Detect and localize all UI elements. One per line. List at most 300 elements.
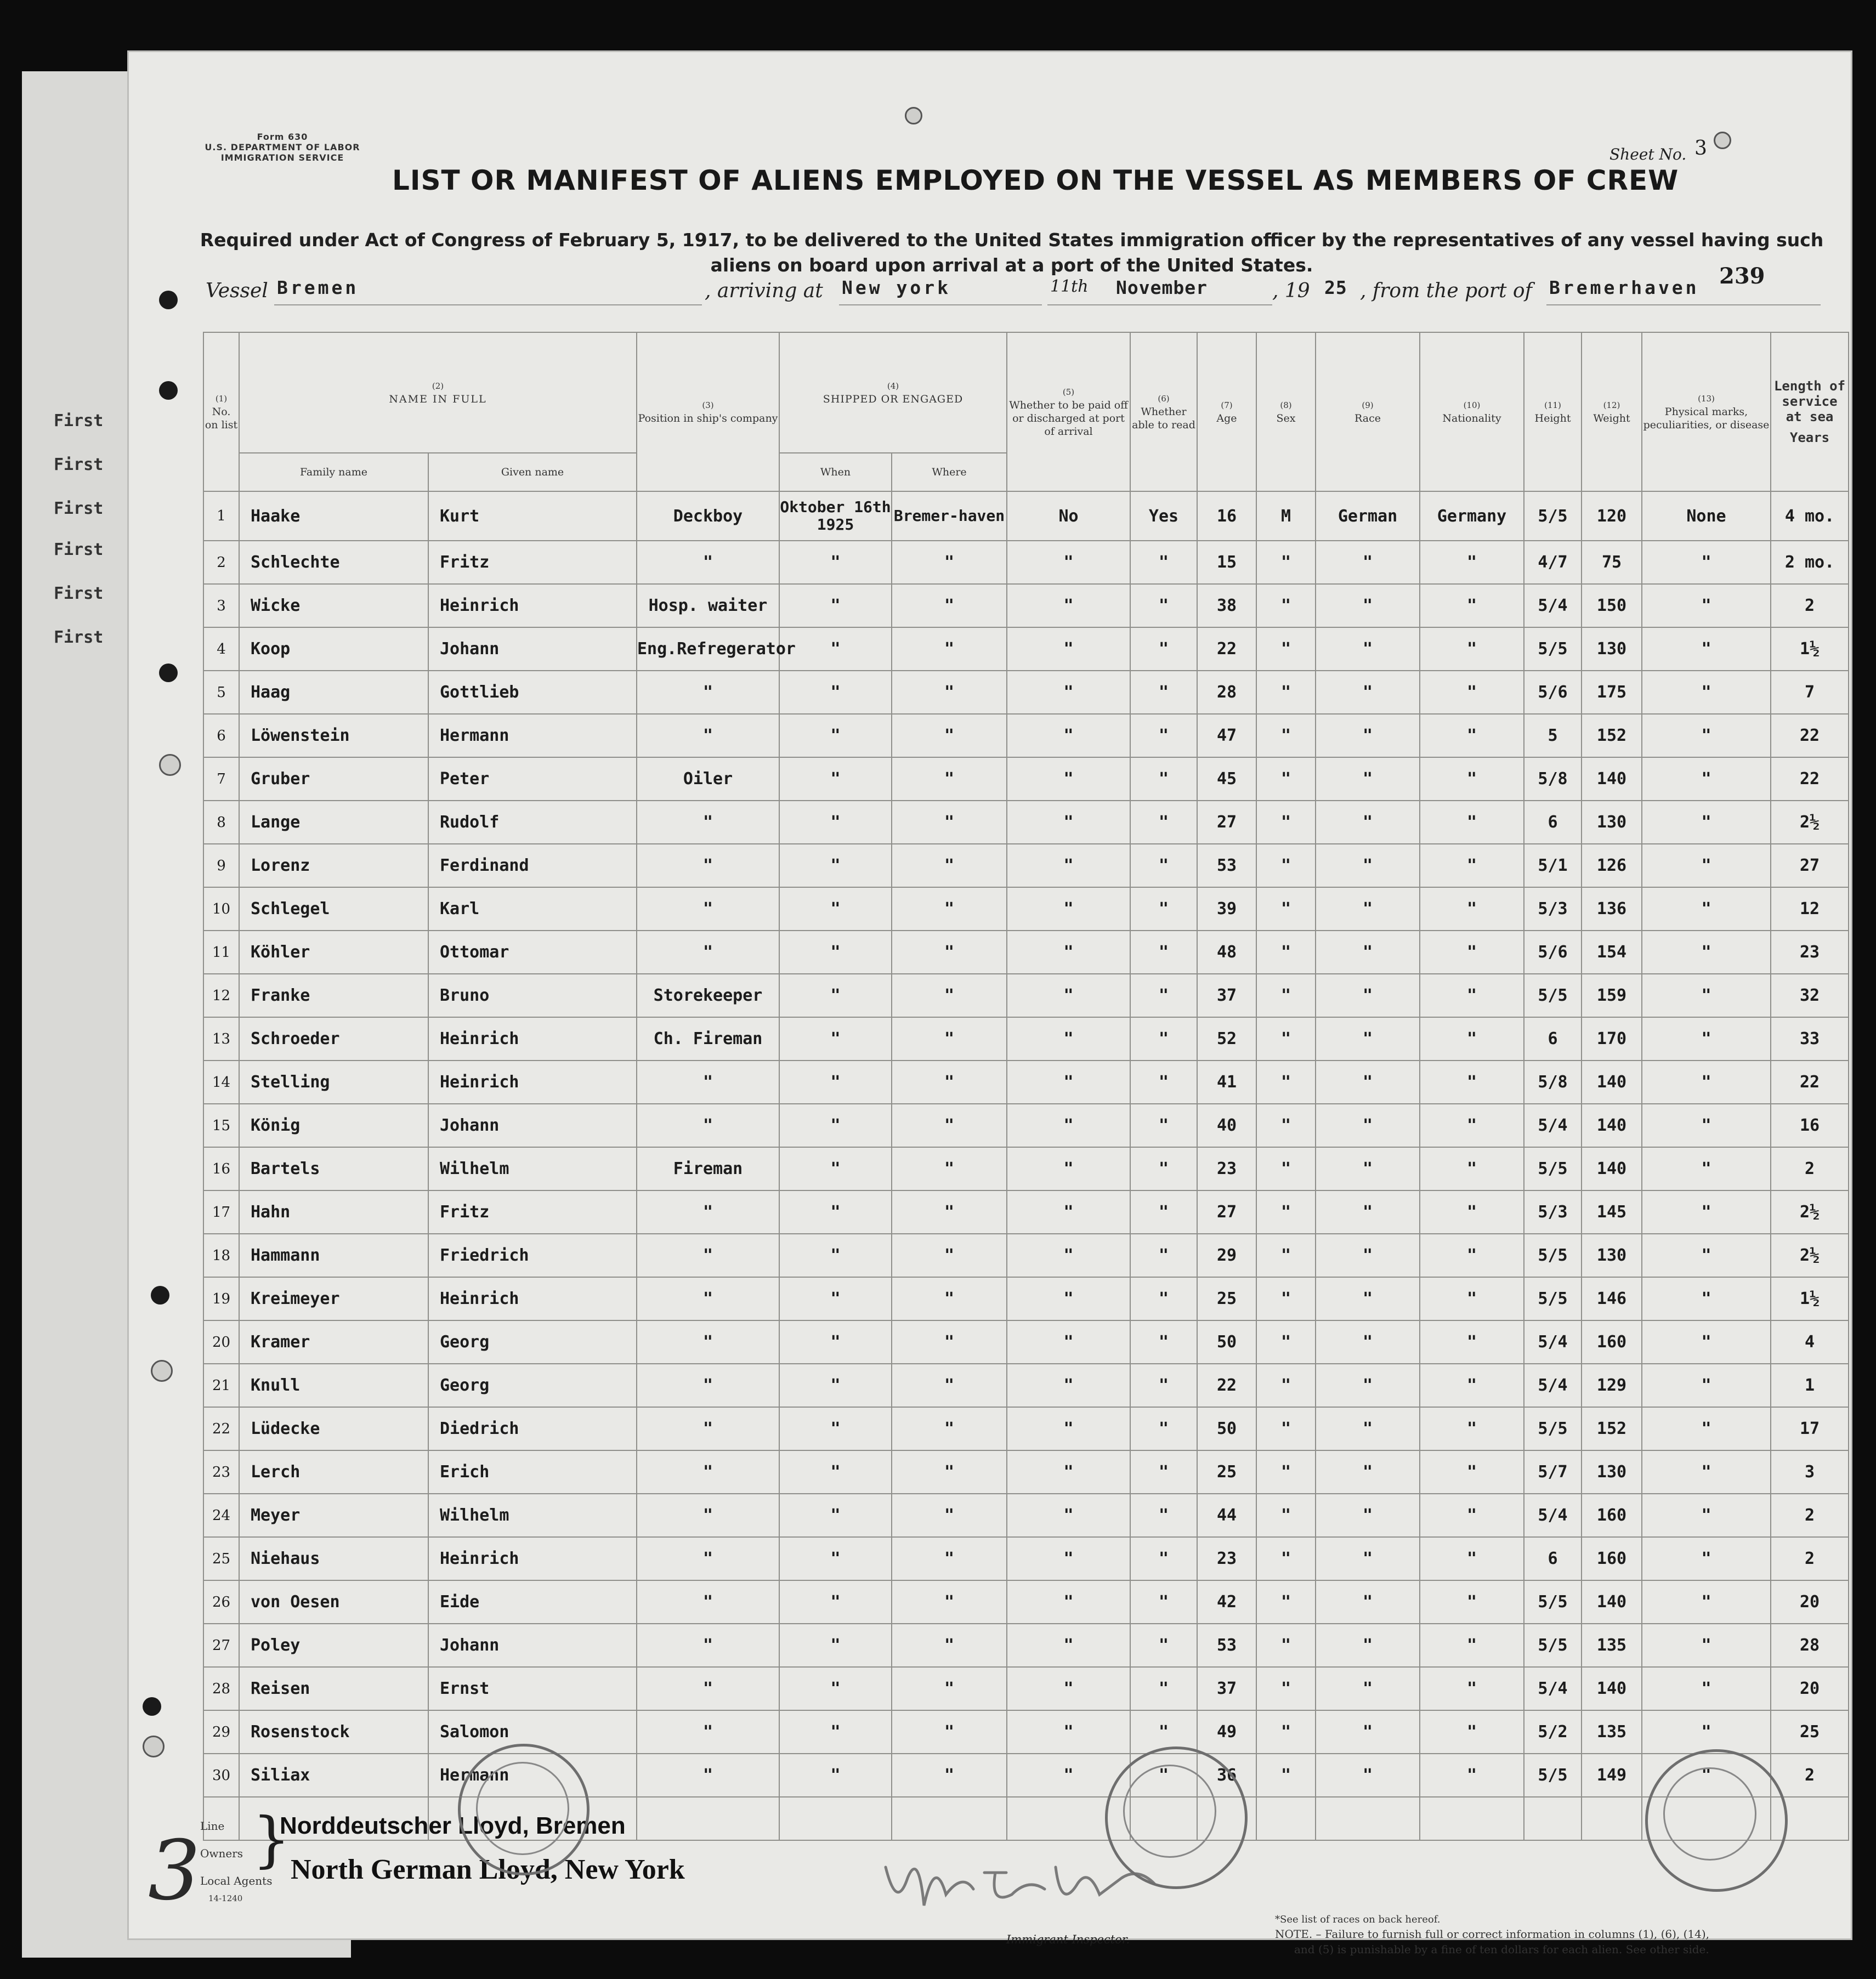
cell-sex: " [1256, 1537, 1316, 1580]
vessel-name: Bremen [277, 277, 359, 298]
col-header-name: (2) NAME IN FULL [239, 332, 637, 453]
cell-marks: " [1642, 974, 1771, 1017]
cell-no: 6 [203, 714, 239, 757]
cell-family: Bartels [239, 1147, 428, 1190]
cell-where: " [892, 1364, 1007, 1407]
cell-where: " [892, 627, 1007, 671]
cell-service: 32 [1771, 974, 1849, 1017]
cell-given: Erich [428, 1450, 637, 1494]
cell-marks: " [1642, 584, 1771, 627]
table-row [203, 1537, 1849, 1580]
cell-when: " [779, 1580, 892, 1624]
cell-when: " [779, 1277, 892, 1320]
punch-hole [143, 1697, 161, 1716]
cell-no: 28 [203, 1667, 239, 1710]
cell-weight: 135 [1582, 1710, 1642, 1754]
cell-family: Schlegel [239, 887, 428, 931]
cell-family: Lerch [239, 1450, 428, 1494]
cell-age: 37 [1197, 1667, 1256, 1710]
line-owner-name: Norddeutscher Lloyd, Bremen [280, 1812, 626, 1839]
arrival-port: New york [842, 277, 951, 298]
page-title: LIST OR MANIFEST OF ALIENS EMPLOYED ON THE VESSEL AS MEMBERS OF CREW [392, 165, 1679, 196]
table-row [203, 491, 1849, 541]
inspector-label: Immigrant Inspector. [1006, 1933, 1130, 1946]
cell-no: 10 [203, 887, 239, 931]
cell-where: " [892, 1450, 1007, 1494]
cell-age: 16 [1197, 491, 1256, 541]
cell-family: Koop [239, 627, 428, 671]
cell-height: 5/1 [1524, 844, 1582, 887]
cell-race: " [1316, 1104, 1420, 1147]
cell-height: 4/7 [1524, 541, 1582, 584]
cell-family: Gruber [239, 757, 428, 801]
cell-empty [1256, 1797, 1316, 1840]
cell-read: " [1130, 1277, 1197, 1320]
cell-position: " [637, 714, 779, 757]
cell-marks: " [1642, 627, 1771, 671]
cell-sex: " [1256, 671, 1316, 714]
cell-where: " [892, 931, 1007, 974]
cell-given: Rudolf [428, 801, 637, 844]
cell-read: " [1130, 1234, 1197, 1277]
cell-when: " [779, 1147, 892, 1190]
cell-age: 25 [1197, 1450, 1256, 1494]
cell-family: Poley [239, 1624, 428, 1667]
cell-given: Peter [428, 757, 637, 801]
table-row [203, 757, 1849, 801]
cell-read: " [1130, 1061, 1197, 1104]
cell-weight: 136 [1582, 887, 1642, 931]
cell-where: " [892, 1537, 1007, 1580]
cell-marks: " [1642, 1364, 1771, 1407]
cell-paid: " [1007, 714, 1130, 757]
cell-marks: None [1642, 491, 1771, 541]
cell-empty [892, 1797, 1007, 1840]
cell-when: " [779, 801, 892, 844]
cell-nationality: " [1420, 1234, 1524, 1277]
cell-service: 22 [1771, 714, 1849, 757]
cell-read: " [1130, 714, 1197, 757]
cell-position: " [637, 1407, 779, 1450]
cell-race: " [1316, 1450, 1420, 1494]
table-row [203, 1667, 1849, 1710]
cell-given: Heinrich [428, 1017, 637, 1061]
cell-marks: " [1642, 541, 1771, 584]
cell-marks: " [1642, 1017, 1771, 1061]
cell-weight: 120 [1582, 491, 1642, 541]
form-header [200, 132, 365, 163]
cell-height: 5/5 [1524, 627, 1582, 671]
cell-age: 44 [1197, 1494, 1256, 1537]
col-header-shipped: (4) SHIPPED OR ENGAGED [779, 332, 1007, 453]
cell-nationality: " [1420, 627, 1524, 671]
table-row [203, 1710, 1849, 1754]
cell-nationality: " [1420, 714, 1524, 757]
col-header-given-name: Given name [428, 453, 637, 491]
cell-read: " [1130, 974, 1197, 1017]
cell-no: 18 [203, 1234, 239, 1277]
cell-nationality: " [1420, 1061, 1524, 1104]
cell-height: 6 [1524, 1537, 1582, 1580]
cell-nationality: " [1420, 1104, 1524, 1147]
table-row [203, 1190, 1849, 1234]
local-agents-label: Local Agents [200, 1874, 273, 1887]
col-header-weight: (12) Weight [1582, 332, 1642, 491]
cell-family: Kramer [239, 1320, 428, 1364]
cell-where: " [892, 541, 1007, 584]
underlying-row-label: First [54, 540, 104, 559]
cell-height: 5/8 [1524, 757, 1582, 801]
cell-position: " [637, 671, 779, 714]
cell-when: " [779, 931, 892, 974]
cell-age: 38 [1197, 584, 1256, 627]
cell-height: 5/6 [1524, 931, 1582, 974]
cell-no: 17 [203, 1190, 239, 1234]
cell-read: " [1130, 627, 1197, 671]
cell-race: " [1316, 1624, 1420, 1667]
punch-hole [1714, 132, 1731, 149]
cell-nationality: " [1420, 1190, 1524, 1234]
cell-height: 5/5 [1524, 1147, 1582, 1190]
cell-paid: " [1007, 1234, 1130, 1277]
cell-race: " [1316, 1710, 1420, 1754]
cell-height: 5/5 [1524, 1624, 1582, 1667]
cell-paid: " [1007, 844, 1130, 887]
cell-race: " [1316, 1494, 1420, 1537]
cell-height: 5/5 [1524, 1754, 1582, 1797]
cell-height: 5/5 [1524, 491, 1582, 541]
col-header-service: Length of service at sea Years [1771, 332, 1849, 491]
cell-sex: " [1256, 887, 1316, 931]
page-subtitle [195, 228, 1829, 278]
cell-age: 45 [1197, 757, 1256, 801]
cell-height: 5/7 [1524, 1450, 1582, 1494]
cell-weight: 152 [1582, 1407, 1642, 1450]
cell-age: 50 [1197, 1320, 1256, 1364]
table-row [203, 1624, 1849, 1667]
cell-read: " [1130, 757, 1197, 801]
col-header-race: (9) Race [1316, 332, 1420, 491]
cell-age: 53 [1197, 1624, 1256, 1667]
cell-nationality: " [1420, 1277, 1524, 1320]
cell-family: Köhler [239, 931, 428, 974]
cell-when: " [779, 757, 892, 801]
cell-family: von Oesen [239, 1580, 428, 1624]
cell-when: " [779, 1450, 892, 1494]
cell-position: Storekeeper [637, 974, 779, 1017]
cell-family: Meyer [239, 1494, 428, 1537]
cell-when: " [779, 541, 892, 584]
cell-race: " [1316, 1580, 1420, 1624]
cell-service: 2 [1771, 1494, 1849, 1537]
cell-service: 25 [1771, 1710, 1849, 1754]
table-row [203, 887, 1849, 931]
cell-height: 5/4 [1524, 1104, 1582, 1147]
cell-sex: " [1256, 844, 1316, 887]
cell-nationality: " [1420, 1450, 1524, 1494]
cell-age: 41 [1197, 1061, 1256, 1104]
cell-height: 5/5 [1524, 1234, 1582, 1277]
cell-race: " [1316, 541, 1420, 584]
cell-no: 12 [203, 974, 239, 1017]
cell-race: " [1316, 584, 1420, 627]
races-note: *See list of races on back hereof. [1275, 1914, 1441, 1925]
cell-read: " [1130, 1017, 1197, 1061]
cell-sex: " [1256, 1104, 1316, 1147]
sheet-number: 3 [1694, 137, 1707, 160]
cell-sex: " [1256, 1147, 1316, 1190]
cell-given: Wilhelm [428, 1147, 637, 1190]
table-row [203, 931, 1849, 974]
cell-read: " [1130, 844, 1197, 887]
cell-read: " [1130, 887, 1197, 931]
consulate-seal [458, 1744, 590, 1875]
cell-paid: " [1007, 671, 1130, 714]
cell-service: 4 [1771, 1320, 1849, 1364]
cell-given: Fritz [428, 1190, 637, 1234]
cell-weight: 140 [1582, 1061, 1642, 1104]
cell-when: " [779, 1407, 892, 1450]
local-agent-name: North German Lloyd, New York [291, 1854, 685, 1885]
cell-race: " [1316, 1277, 1420, 1320]
cell-age: 22 [1197, 627, 1256, 671]
cell-read: " [1130, 1624, 1197, 1667]
cell-where: " [892, 1277, 1007, 1320]
cell-position: " [637, 1754, 779, 1797]
cell-no: 25 [203, 1537, 239, 1580]
cell-no: 15 [203, 1104, 239, 1147]
cell-family: Siliax [239, 1754, 428, 1797]
cell-age: 50 [1197, 1407, 1256, 1450]
table-row [203, 1234, 1849, 1277]
page-number: 239 [1719, 263, 1765, 289]
cell-weight: 152 [1582, 714, 1642, 757]
cell-position: " [637, 844, 779, 887]
table-row [203, 541, 1849, 584]
cell-weight: 175 [1582, 671, 1642, 714]
cell-marks: " [1642, 1494, 1771, 1537]
cell-family: Hahn [239, 1190, 428, 1234]
underlying-row-label: First [54, 628, 104, 647]
cell-no: 7 [203, 757, 239, 801]
cell-height: 5/5 [1524, 1407, 1582, 1450]
cell-empty [1316, 1797, 1420, 1840]
penalty-note-2: and (5) is punishable by a fine of ten dollars for each alien. See other side. [1294, 1943, 1709, 1956]
cell-marks: " [1642, 1147, 1771, 1190]
cell-when: " [779, 1320, 892, 1364]
cell-empty [1524, 1797, 1582, 1840]
cell-age: 40 [1197, 1104, 1256, 1147]
cell-where: " [892, 1580, 1007, 1624]
cell-paid: " [1007, 1407, 1130, 1450]
cell-paid: " [1007, 1104, 1130, 1147]
cell-when: " [779, 671, 892, 714]
cell-position: " [637, 1667, 779, 1710]
cell-age: 37 [1197, 974, 1256, 1017]
col-header-nationality: (10) Nationality [1420, 332, 1524, 491]
cell-family: Niehaus [239, 1537, 428, 1580]
cell-paid: " [1007, 1667, 1130, 1710]
cell-family: Haake [239, 491, 428, 541]
cell-paid: " [1007, 887, 1130, 931]
cell-paid: " [1007, 1147, 1130, 1190]
table-row [203, 1494, 1849, 1537]
cell-nationality: " [1420, 1667, 1524, 1710]
cell-when: " [779, 1624, 892, 1667]
cell-paid: " [1007, 801, 1130, 844]
cell-given: Friedrich [428, 1234, 637, 1277]
cell-weight: 154 [1582, 931, 1642, 974]
cell-service: 16 [1771, 1104, 1849, 1147]
cell-height: 5/3 [1524, 887, 1582, 931]
cell-read: " [1130, 541, 1197, 584]
cell-nationality: " [1420, 1494, 1524, 1537]
cell-race: " [1316, 1017, 1420, 1061]
cell-family: Lüdecke [239, 1407, 428, 1450]
cell-weight: 129 [1582, 1364, 1642, 1407]
cell-where: Bremer-haven [892, 491, 1007, 541]
cell-height: 6 [1524, 801, 1582, 844]
cell-sex: " [1256, 1017, 1316, 1061]
punch-hole [151, 1360, 173, 1382]
cell-marks: " [1642, 1754, 1771, 1797]
cell-age: 53 [1197, 844, 1256, 887]
cell-nationality: " [1420, 671, 1524, 714]
table-row [203, 1754, 1849, 1797]
cell-race: " [1316, 801, 1420, 844]
cell-given: Heinrich [428, 1061, 637, 1104]
form-code: 14-1240 [208, 1893, 243, 1903]
cell-weight: 135 [1582, 1624, 1642, 1667]
cell-weight: 130 [1582, 1450, 1642, 1494]
cell-paid: " [1007, 1624, 1130, 1667]
department-name: U.S. DEPARTMENT OF LABOR [205, 142, 360, 152]
cell-marks: " [1642, 1537, 1771, 1580]
cell-sex: " [1256, 931, 1316, 974]
cell-race: German [1316, 491, 1420, 541]
cell-read: " [1130, 1450, 1197, 1494]
cell-position: " [637, 1624, 779, 1667]
cell-height: 5/5 [1524, 1277, 1582, 1320]
cell-nationality: " [1420, 801, 1524, 844]
cell-family: Knull [239, 1364, 428, 1407]
cell-position: " [637, 1061, 779, 1104]
cell-nationality: Germany [1420, 491, 1524, 541]
cell-position: " [637, 1277, 779, 1320]
cell-service: 2 mo. [1771, 541, 1849, 584]
cell-height: 5/4 [1524, 1494, 1582, 1537]
cell-weight: 159 [1582, 974, 1642, 1017]
cell-height: 5 [1524, 714, 1582, 757]
cell-weight: 146 [1582, 1277, 1642, 1320]
cell-paid: " [1007, 1580, 1130, 1624]
table-row [203, 627, 1849, 671]
cell-paid: " [1007, 974, 1130, 1017]
cell-sex: " [1256, 1277, 1316, 1320]
cell-no: 21 [203, 1364, 239, 1407]
col-header-paid-off: (5) Whether to be paid off or discharged at port of arrival [1007, 332, 1130, 491]
cell-service: 20 [1771, 1667, 1849, 1710]
cell-given: Ernst [428, 1667, 637, 1710]
cell-service: 28 [1771, 1624, 1849, 1667]
cell-race: " [1316, 671, 1420, 714]
cell-no: 19 [203, 1277, 239, 1320]
cell-age: 47 [1197, 714, 1256, 757]
cell-race: " [1316, 1667, 1420, 1710]
cell-read: " [1130, 1190, 1197, 1234]
cell-where: " [892, 974, 1007, 1017]
cell-where: " [892, 1494, 1007, 1537]
arriving-label: , arriving at [705, 280, 823, 302]
col-header-marks: (13) Physical marks, peculiarities, or disease [1642, 332, 1771, 491]
cell-weight: 140 [1582, 1667, 1642, 1710]
cell-where: " [892, 844, 1007, 887]
cell-read: " [1130, 1407, 1197, 1450]
cell-where: " [892, 1624, 1007, 1667]
service-name: IMMIGRATION SERVICE [220, 152, 344, 163]
cell-weight: 140 [1582, 1104, 1642, 1147]
cell-race: " [1316, 1364, 1420, 1407]
cell-marks: " [1642, 1320, 1771, 1364]
cell-position: " [637, 1537, 779, 1580]
cell-no: 2 [203, 541, 239, 584]
handwritten-mark: 3 [148, 1823, 201, 1919]
cell-position: Hosp. waiter [637, 584, 779, 627]
cell-weight: 170 [1582, 1017, 1642, 1061]
consulate-seal [1645, 1749, 1788, 1892]
arrival-day: 11th [1050, 277, 1089, 296]
cell-where: " [892, 1320, 1007, 1364]
col-header-age: (7) Age [1197, 332, 1256, 491]
cell-when: " [779, 1364, 892, 1407]
table-row [203, 584, 1849, 627]
cell-age: 27 [1197, 1190, 1256, 1234]
cell-height: 6 [1524, 1017, 1582, 1061]
cell-no: 23 [203, 1450, 239, 1494]
cell-weight: 140 [1582, 1147, 1642, 1190]
cell-where: " [892, 1190, 1007, 1234]
cell-position: " [637, 1104, 779, 1147]
cell-weight: 145 [1582, 1190, 1642, 1234]
cell-service: 1 [1771, 1364, 1849, 1407]
cell-race: " [1316, 1061, 1420, 1104]
cell-weight: 160 [1582, 1320, 1642, 1364]
cell-no: 29 [203, 1710, 239, 1754]
cell-position: " [637, 1234, 779, 1277]
cell-empty [1420, 1797, 1524, 1840]
cell-paid: " [1007, 1320, 1130, 1364]
cell-where: " [892, 1407, 1007, 1450]
cell-sex: " [1256, 1364, 1316, 1407]
cell-position: " [637, 1494, 779, 1537]
cell-nationality: " [1420, 1710, 1524, 1754]
cell-race: " [1316, 1147, 1420, 1190]
cell-service: 1½ [1771, 627, 1849, 671]
cell-when: " [779, 1017, 892, 1061]
cell-height: 5/4 [1524, 1364, 1582, 1407]
cell-no: 9 [203, 844, 239, 887]
table-row [203, 1017, 1849, 1061]
cell-nationality: " [1420, 541, 1524, 584]
cell-when: " [779, 887, 892, 931]
cell-no: 30 [203, 1754, 239, 1797]
cell-weight: 75 [1582, 541, 1642, 584]
cell-given: Salomon [428, 1710, 637, 1754]
cell-where: " [892, 671, 1007, 714]
table-row [203, 1277, 1849, 1320]
cell-service: 2½ [1771, 801, 1849, 844]
cell-nationality: " [1420, 1754, 1524, 1797]
